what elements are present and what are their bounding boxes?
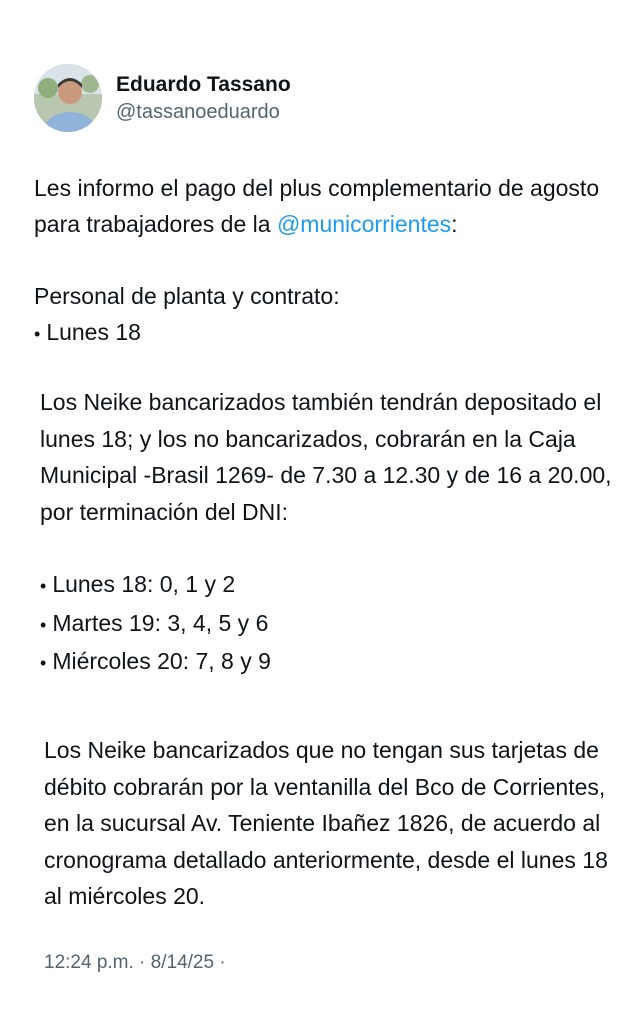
neike-section (40, 384, 616, 682)
closing-paragraph: Los Neike bancarizados que no tengan sus tarjetas de débito cobrarán por la ventanilla del Bco de Corrientes, en la sucursal Av. Teniente Ibañez 1826, de acuerdo al cronograma detallado anteriormente, desde el lunes 18 al miércoles 20. (44, 737, 608, 909)
closing-section (44, 732, 620, 915)
list-item: • Miércoles 20: 7, 8 y 9 (40, 643, 616, 682)
avatar-photo-icon (34, 64, 102, 132)
intro-text: Les informo el pago del plus complementario de agosto para trabajadores de la (34, 175, 600, 237)
author-names (116, 72, 291, 124)
staff-heading: Personal de planta y contrato: (34, 283, 340, 309)
tweet-text (34, 170, 614, 352)
display-name[interactable]: Eduardo Tassano (116, 73, 291, 96)
dni-schedule-list (40, 566, 616, 682)
mention-link[interactable]: @municorrientes (276, 211, 452, 237)
list-item: • Lunes 18 (34, 314, 614, 352)
staff-list (34, 314, 614, 352)
tweet-header (34, 64, 291, 132)
intro-end: : (451, 211, 458, 237)
neike-paragraph: Los Neike bancarizados también tendrán depositado el lunes 18; y los no bancarizados, cobrarán en la Caja Municipal -Brasil 1269- de 7.30 a 12.30 y de 16 a 20.00, por terminación del DNI: (40, 389, 612, 525)
avatar[interactable] (34, 64, 102, 132)
tweet-timestamp[interactable]: 12:24 p.m. · 8/14/25 · (44, 952, 226, 973)
intro-paragraph (34, 170, 614, 242)
list-item: • Lunes 18: 0, 1 y 2 (40, 566, 616, 605)
list-item: • Martes 19: 3, 4, 5 y 6 (40, 605, 616, 644)
user-handle[interactable]: @tassanoeduardo (116, 101, 280, 123)
